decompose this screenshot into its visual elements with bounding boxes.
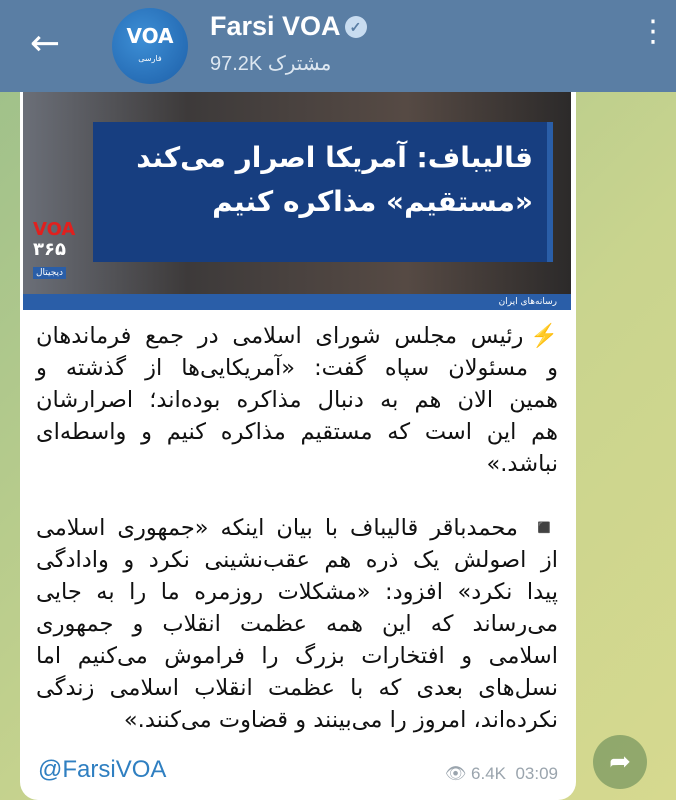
share-arrow-icon: ➦ <box>609 747 631 777</box>
message-bubble <box>20 92 576 800</box>
headline-line: قالیباف: آمریکا اصرار می‌کند <box>136 141 533 174</box>
logo-text: VOA <box>33 219 76 240</box>
text-line: همین الان هم به دنبال مذاکره بوده‌اند؛ اصرارشان <box>36 387 558 413</box>
verified-badge-icon: ✓ <box>345 16 367 38</box>
channel-title[interactable] <box>210 10 367 42</box>
headline-line: «مستقیم» مذاکره کنیم <box>212 185 533 218</box>
logo-number: ۳۶۵ <box>33 239 66 260</box>
message-text <box>36 320 558 736</box>
text-line: ◾️ محمدباقر قالیباف با بیان اینکه «جمهوری اسلامی <box>36 515 558 541</box>
back-arrow-icon[interactable]: ← <box>30 23 61 64</box>
message-time: 03:09 <box>515 764 558 783</box>
text-line: می‌رساند که این همه عظمت انقلاب و جمهوری <box>36 611 558 637</box>
text-line: اسلامی و افتخارات بزرگ را فراموش می‌کنیم اما <box>36 643 558 669</box>
logo-sub: دیجیتال <box>33 267 66 279</box>
text-line: نکرده‌اند، امروز را می‌بینند و قضاوت می‌کنند.» <box>123 707 558 733</box>
message-meta <box>445 764 558 784</box>
headline-banner <box>93 122 553 262</box>
voa365-logo <box>33 220 75 280</box>
view-count: 6.4K <box>471 764 506 783</box>
text-line: نباشد.» <box>486 451 558 477</box>
channel-name: Farsi VOA <box>210 11 341 41</box>
text-line: و مسئولان سپاه گفت: «آمریکایی‌ها از گذشته و <box>36 355 558 381</box>
eye-icon: 👁 <box>444 764 467 783</box>
image-credit: رسانه‌های ایران <box>23 294 571 310</box>
text-line: ⚡️رئیس مجلس شورای اسلامی در جمع فرماندهان <box>36 323 558 349</box>
text-line: از اصولش یک ذره هم عقب‌نشینی نکرد و وادادگی <box>36 547 558 573</box>
avatar-sub: فارسی <box>138 54 162 63</box>
channel-avatar[interactable] <box>112 8 188 84</box>
text-line: نسل‌های بعدی که با عظمت انقلاب اسلامی زندگی <box>36 675 558 701</box>
subscriber-count: 97.2K مشترک <box>210 53 332 75</box>
text-line: هم این است که مستقیم مذاکره کنیم و واسطه‌ای <box>36 419 558 445</box>
post-image[interactable] <box>23 92 571 310</box>
forward-button[interactable] <box>593 735 647 789</box>
chat-header <box>0 0 676 92</box>
more-options-icon[interactable]: ⋮ <box>638 14 668 49</box>
channel-link[interactable]: @FarsiVOA <box>38 756 167 783</box>
avatar-logo: VOA <box>126 24 174 48</box>
text-line: پیدا نکرد» افزود: «مشکلات روزمره ما را به جایی <box>36 579 558 605</box>
